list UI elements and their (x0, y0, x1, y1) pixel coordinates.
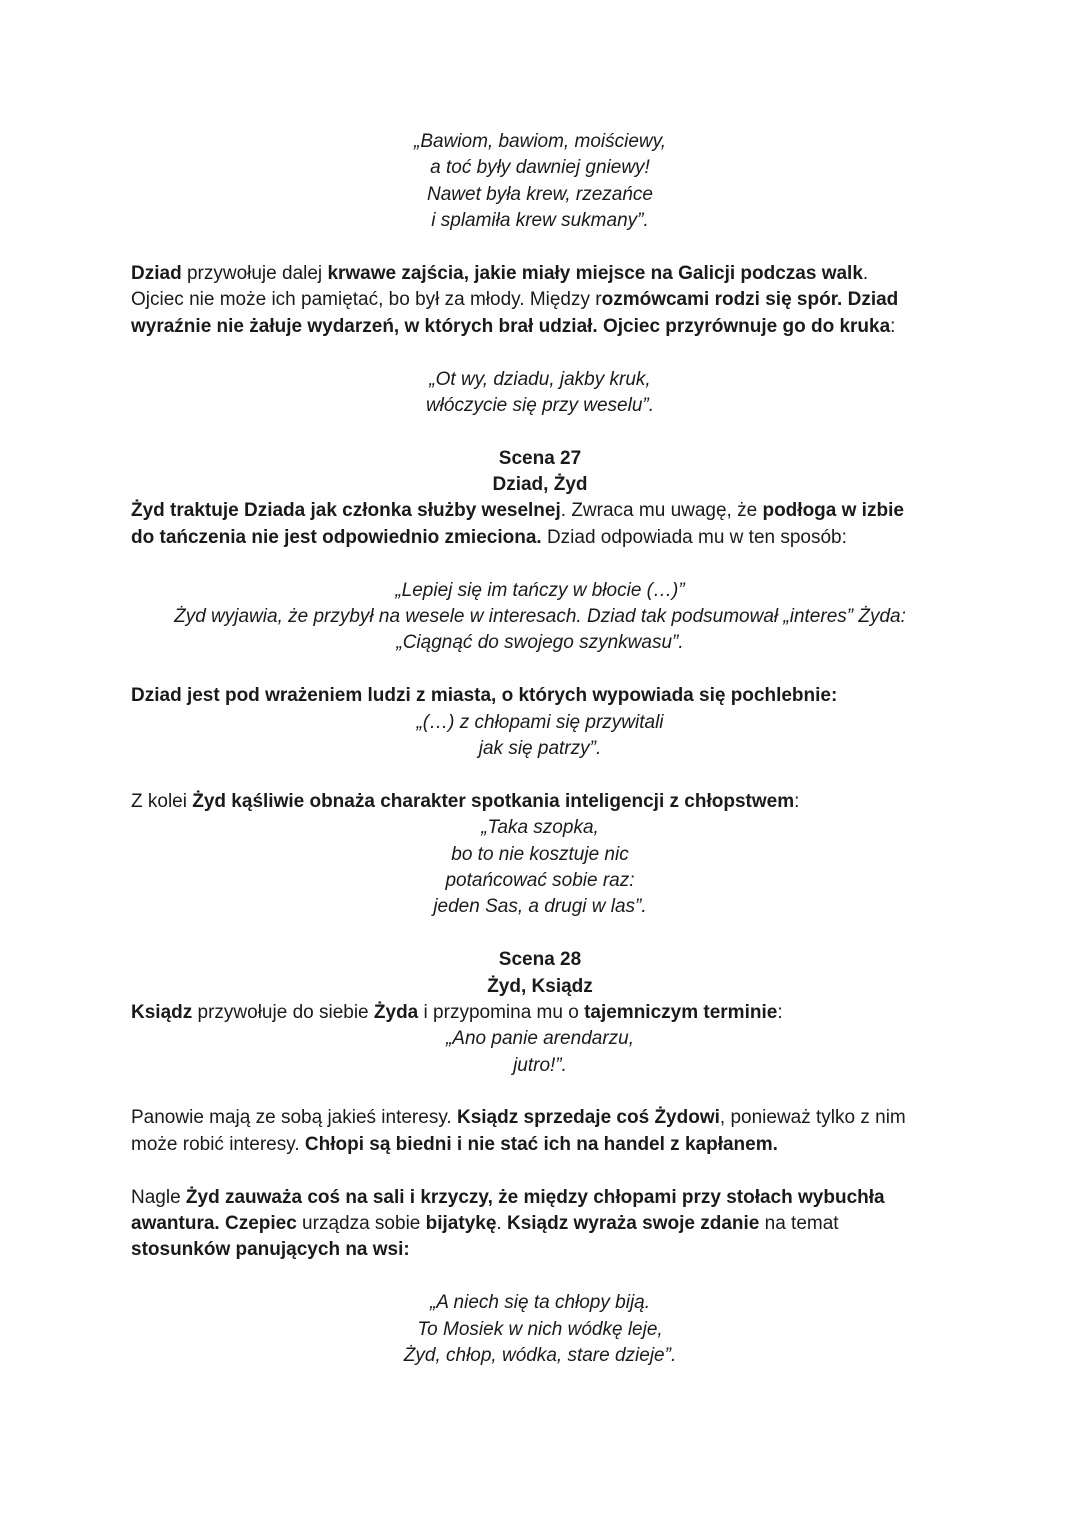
paragraph (131, 1105, 949, 1158)
quote-line: i splamiła krew sukmany”. (431, 210, 649, 232)
quote-line: potańcować sobie raz: (445, 869, 635, 891)
paragraph-line: Nagle Żyd zauważa coś na sali i krzyczy, że między chłopami przy stołach wybuchła (131, 1186, 885, 1208)
paragraph (131, 261, 949, 340)
quote-line: „Taka szopka, (481, 817, 599, 839)
quote-block (131, 710, 949, 763)
quote-line: Żyd, chłop, wódka, stare dzieje”. (403, 1344, 677, 1366)
quote-line: „Lepiej się im tańczy w błocie (…)” (395, 579, 685, 601)
paragraph-line: wyraźnie nie żałuje wydarzeń, w których brał udział. Ojciec przyrównuje go do kruka: (131, 315, 896, 337)
paragraph-line: Ksiądz przywołuje do siebie Żyda i przypomina mu o tajemniczym terminie: (131, 1001, 783, 1023)
paragraph-line: do tańczenia nie jest odpowiednio zmieciona. Dziad odpowiada mu w ten sposób: (131, 526, 847, 548)
quote-line: „Ciągnąć do swojego szynkwasu”. (396, 632, 684, 654)
paragraph-line: Żyd traktuje Dziada jak członka służby weselnej. Zwraca mu uwagę, że podłoga w izbie (131, 500, 904, 522)
document-page (131, 129, 949, 1369)
quote-line: włóczycie się przy weselu”. (425, 394, 655, 416)
scene-title: Scena 27 (498, 447, 582, 469)
quote-line: jeden Sas, a drugi w las”. (433, 896, 647, 918)
paragraph-line: awantura. Czepiec urządza sobie bijatykę. Ksiądz wyraża swoje zdanie na temat (131, 1213, 839, 1235)
scene-characters: Żyd, Ksiądz (487, 975, 593, 997)
scene-characters: Dziad, Żyd (492, 474, 588, 496)
paragraph-line: Panowie mają ze sobą jakieś interesy. Ksiądz sprzedaje coś Żydowi, ponieważ tylko z nim (131, 1107, 906, 1129)
quote-line: a toć były dawniej gniewy! (430, 157, 650, 179)
quote-line: Żyd wyjawia, że przybył na wesele w interesach. Dziad tak podsumował „interes” Żyda: (174, 606, 906, 628)
quote-line: bo to nie kosztuje nic (451, 843, 629, 865)
quote-line: jutro!”. (513, 1054, 567, 1076)
scene-title: Scena 28 (498, 949, 582, 971)
quote-block (131, 1290, 949, 1369)
paragraph-line: Z kolei Żyd kąśliwie obnaża charakter spotkania inteligencji z chłopstwem: (131, 790, 800, 812)
quote-block (131, 578, 949, 657)
paragraph-line: Dziad przywołuje dalej krwawe zajścia, jakie miały miejsce na Galicji podczas walk. (131, 262, 869, 284)
quote-line: „A niech się ta chłopy biją. (429, 1292, 651, 1314)
paragraph-line: może robić interesy. Chłopi są biedni i nie stać ich na handel z kapłanem. (131, 1133, 778, 1155)
paragraph-line: Ojciec nie może ich pamiętać, bo był za młody. Między rozmówcami rodzi się spór. Dziad (131, 289, 899, 311)
quote-block (131, 367, 949, 420)
quote-line: „(…) z chłopami się przywitali (416, 711, 664, 733)
quote-line: To Mosiek w nich wódkę leje, (417, 1318, 663, 1340)
paragraph-line: Dziad jest pod wrażeniem ludzi z miasta, o których wypowiada się pochlebnie: (131, 685, 838, 707)
quote-line: jak się patrzy”. (478, 737, 602, 759)
quote-line: „Ano panie arendarzu, (445, 1028, 634, 1050)
quote-block (131, 129, 949, 235)
quote-line: „Ot wy, dziadu, jakby kruk, (429, 368, 651, 390)
paragraph-line: stosunków panujących na wsi: (131, 1239, 410, 1261)
paragraph (131, 1185, 949, 1264)
quote-block (131, 815, 949, 921)
quote-line: „Bawiom, bawiom, moiściewy, (414, 131, 666, 152)
quote-line: Nawet była krew, rzezańce (427, 183, 653, 205)
quote-block (131, 1026, 949, 1079)
paragraph (131, 498, 949, 551)
